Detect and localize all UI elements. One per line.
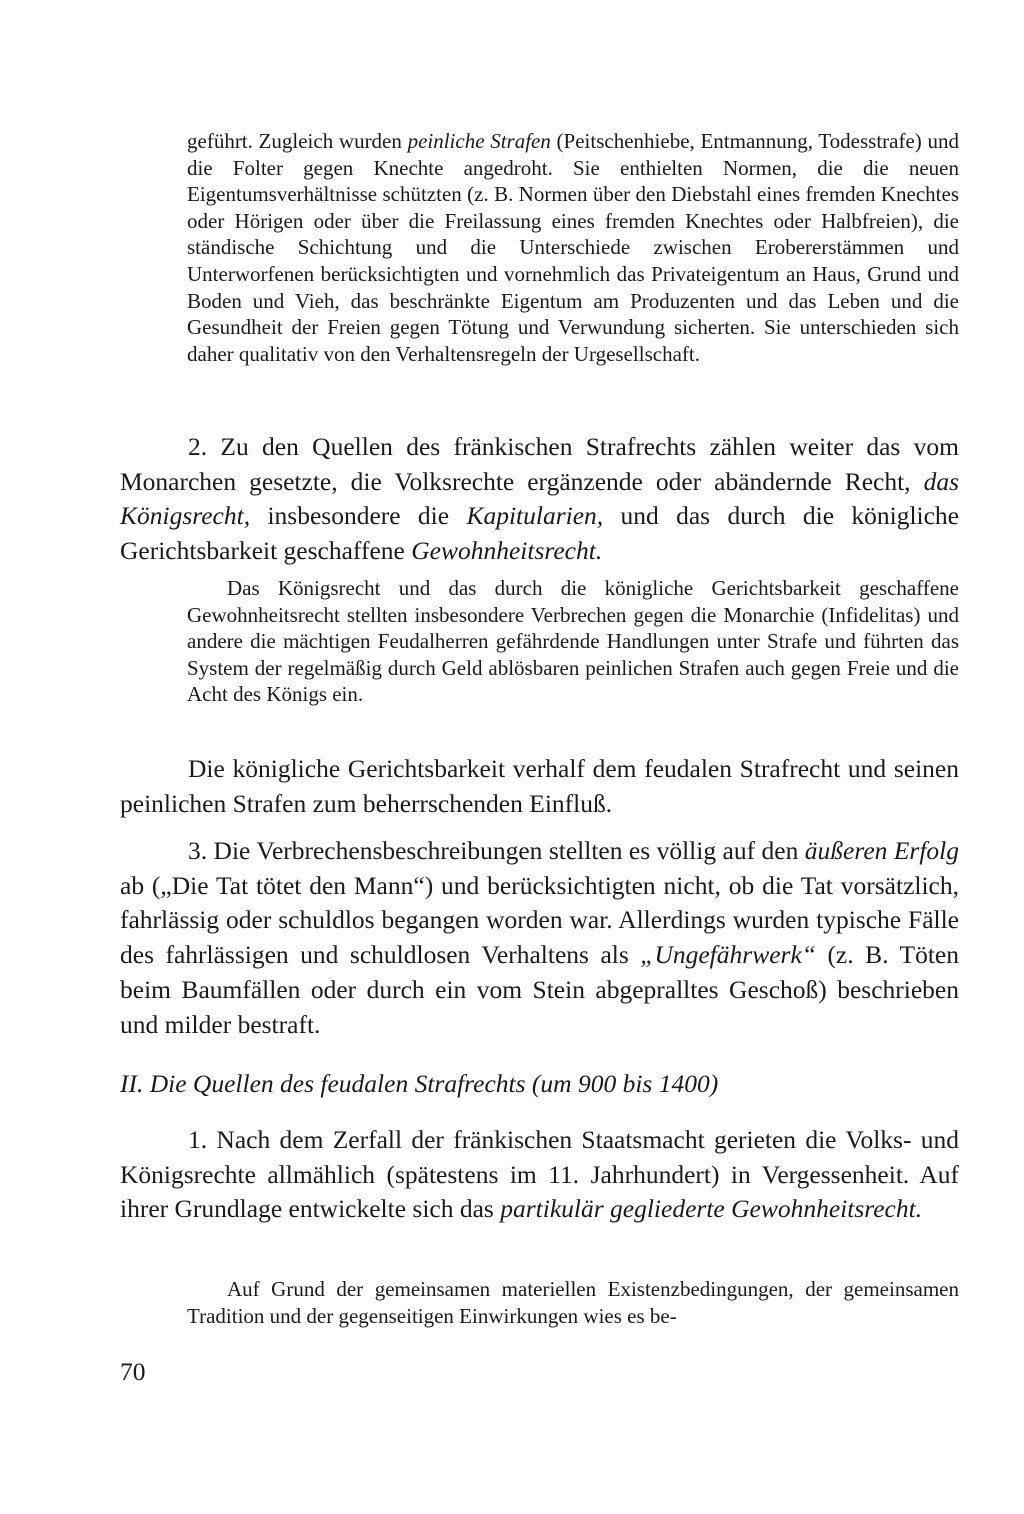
text-run: ab („Die Tat tötet den Mann“) und berücksichtigten nicht, ob die Tat vorsätzlich, fahrlässig oder schuldlos begangen worden war. Allerdings wurden typische Fälle des fahrlässigen und schuldlosen Verhaltens als xyxy=(120,870,959,970)
emphasis-text: „Ungefährwerk“ xyxy=(640,940,816,970)
text-run: geführt. Zugleich wurden xyxy=(187,129,408,153)
paragraph-small-3: Auf Grund der gemeinsamen materiellen Existenzbedingungen, der gemeinsamen Tradition und der gegenseitigen Einwirkungen wies es be- xyxy=(187,1277,959,1328)
emphasis-text: Kapitularien, xyxy=(466,501,604,531)
text-run: 1. Nach dem Zerfall der fränkischen Staatsmacht gerieten die Volks- und Königsrechte allmählich (spätestens im 11. Jahrhundert) in Vergessenheit. Auf ihrer Grundlage entwickelte sich das xyxy=(120,1125,959,1224)
section-heading: II. Die Quellen des feudalen Strafrechts (um 900 bis 1400) xyxy=(120,1069,719,1098)
emphasis-text: äußeren Erfolg xyxy=(804,836,959,865)
emphasis-text: peinliche Strafen xyxy=(407,129,551,153)
paragraph-3 xyxy=(120,834,959,1042)
paragraph-small-1 xyxy=(187,128,959,367)
emphasis-text: partikulär gegliederte Gewohnheitsrecht. xyxy=(500,1194,923,1224)
text-run: und das durch die königliche Gerichtsbarkeit geschaffene xyxy=(120,501,959,566)
text-run: (Peitschenhiebe, Entmannung, Todesstrafe) und die Folter gegen Knechte angedroht. Sie enthielten Normen, die die neuen Eigentumsverhältnisse schützten (z. B. Normen über den Diebstahl eines fremden Knechtes oder Hörigen oder über die Freilassung eines fremden Knechtes oder Halbfreien), die ständische Schichtung und die Unterschiede zwischen Erobererstämmen und Unterworfenen berücksichtigten und vornehmlich das Privateigentum an Haus, Grund und Boden und Vieh, das beschränkte Eigentum am Produzenten und das Leben und die Gesundheit der Freien gegen Tötung und Verwundung sicherten. Sie unterschieden sich daher qualitativ von den Verhaltensregeln der Urgesellschaft. xyxy=(187,129,959,366)
page-number: 70 xyxy=(120,1357,146,1386)
text-run: 2. Zu den Quellen des fränkischen Strafrechts zählen weiter das vom Monarchen gesetzte, die Volksrechte ergänzende oder abändernde Recht, xyxy=(120,432,959,496)
paragraph-2 xyxy=(120,430,959,569)
paragraph-summary: Die königliche Gerichtsbarkeit verhalf dem feudalen Strafrecht und seinen peinlichen Strafen zum beherrschenden Einfluß. xyxy=(120,754,959,818)
emphasis-text: Gewohnheitsrecht. xyxy=(411,536,603,566)
paragraph-4 xyxy=(120,1123,959,1227)
emphasis-text: das Königsrecht, xyxy=(120,466,959,531)
text-run: insbesondere die xyxy=(250,501,467,531)
paragraph-small-2: Das Königsrecht und das durch die königliche Gerichtsbarkeit geschaffene Gewohnheitsrecht stellten insbesondere Verbrechen gegen die Monarchie (Infidelitas) und andere die mächtigen Feudalherren gefährdende Handlungen unter Strafe und führten das System der regelmäßig durch Geld ablösbaren peinlichen Strafen auch gegen Freie und die Acht des Königs ein. xyxy=(187,576,959,707)
text-run: (z. B. Töten beim Baumfällen oder durch ein vom Stein abgepralltes Geschoß) beschrieben und milder bestraft. xyxy=(120,940,959,1039)
text-run: 3. Die Verbrechensbeschreibungen stellten es völlig auf den xyxy=(188,836,805,865)
